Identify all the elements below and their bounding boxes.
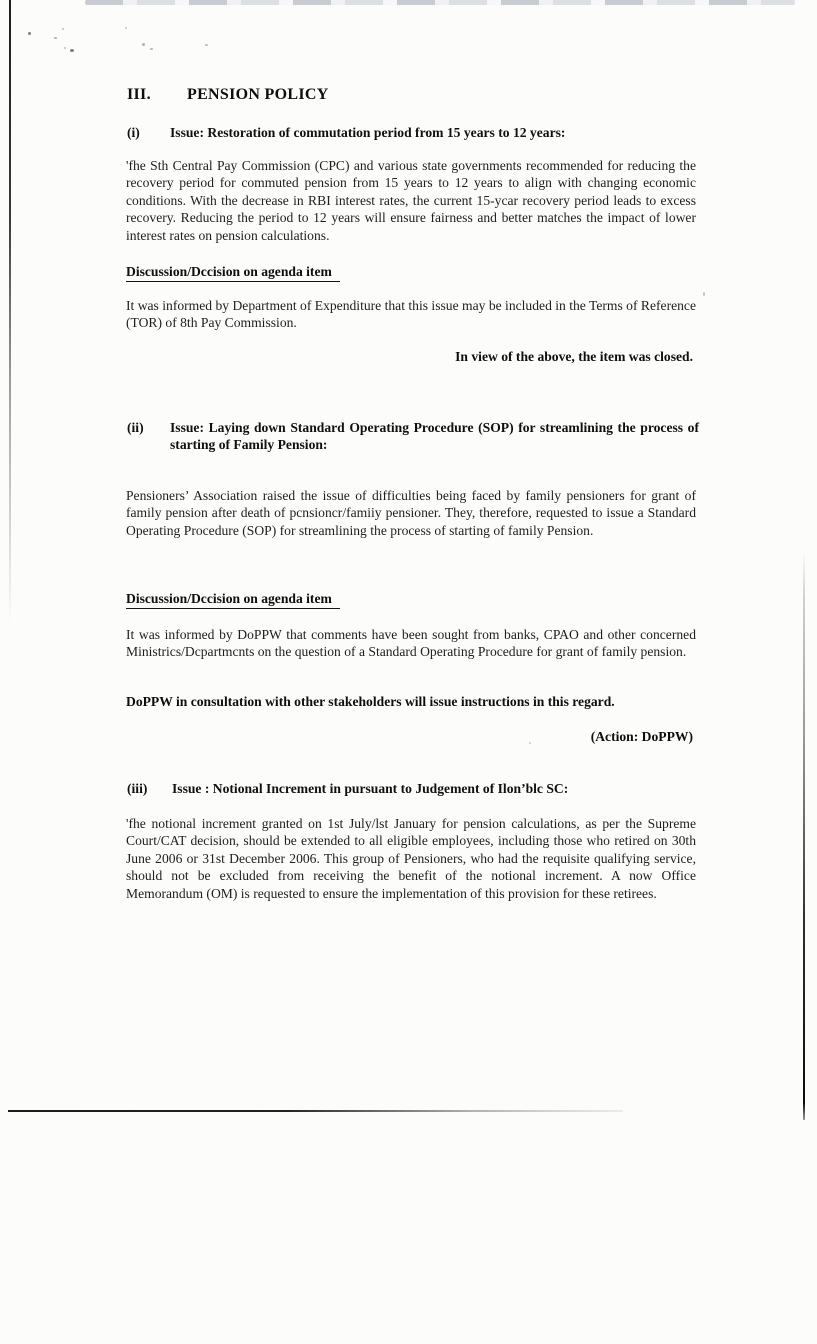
scan-right-edge-line <box>803 552 805 1120</box>
scan-bottom-rule <box>8 1110 623 1112</box>
item-ii-discussion-body: It was informed by DoPPW that comments have been sought from banks, CPAO and other concerned Ministrics/Dcpartmcnts on the question of a Standard Operating Procedure for grant of family pension. <box>126 627 696 660</box>
item-ii-body: Pensioners’ Association raised the issue of difficulties being faced by family pensioners for grant of family pension after death of pcnsioncr/famiiy pensioner. They, therefore, requested to issue a Standard Operating Procedure (SOP) for streamlining the process of starting of family Pension. <box>126 488 696 538</box>
section-number: III. <box>127 86 151 103</box>
scan-speck <box>54 37 57 39</box>
item-iii-number: (iii) <box>127 781 148 796</box>
item-iii-heading <box>127 780 699 797</box>
item-i-discussion-heading <box>126 264 340 282</box>
item-ii-discussion-heading-text: Discussion/Dccision on agenda item <box>126 591 340 609</box>
scan-speck <box>64 47 66 49</box>
scan-speck <box>125 27 127 29</box>
page-title: PENSION POLICY <box>187 86 329 103</box>
scan-speck <box>150 48 153 50</box>
scan-speck <box>70 49 74 52</box>
item-i-heading-text: Issue: Restoration of commutation period from 15 years to 12 years: <box>170 125 566 140</box>
scan-speck <box>28 32 31 35</box>
item-iii-heading-text: Issue : Notional Increment in pursuant to Judgement of Ilon’blc SC: <box>172 781 569 796</box>
scan-speck <box>205 44 208 46</box>
scan-left-edge-line <box>9 0 11 625</box>
item-ii-heading <box>127 419 699 453</box>
item-ii-decision-line: DoPPW in consultation with other stakeholders will issue instructions in this regard. <box>126 694 615 709</box>
item-ii-action-line: (Action: DoPPW) <box>590 729 693 744</box>
item-ii-discussion-heading <box>126 591 340 609</box>
scan-speck <box>142 43 145 46</box>
scan-speck <box>703 292 705 296</box>
section-title-row <box>127 86 707 104</box>
item-iii-body: 'fhe notional increment granted on 1st July/lst January for pension calculations, as per the Supreme Court/CAT decision, should be extended to all eligible employees, including those who retired on 30th June 2006 or 31st December 2006. This group of Pensioners, who had the requisite qualifying service, should not be excluded from receiving the benefit of the notional increment. A now Office Memorandum (OM) is requested to ensure the implementation of this provision for these retirees. <box>126 816 696 901</box>
scan-speck <box>62 28 64 30</box>
item-i-number: (i) <box>127 125 140 140</box>
item-ii-number: (ii) <box>127 420 144 435</box>
item-i-body: 'fhe Sth Central Pay Commission (CPC) and various state governments recommended for reducing the recovery period for commuted pension from 15 years to 12 years to align with changing economic conditions. With the decrease in RBI interest rates, the current 15-ycar recovery period leads to excess recovery. Reducing the period to 12 years will ensure fairness and better matches the impact of lower interest rates on pension calculations. <box>126 158 696 243</box>
item-i-closing-line: In view of the above, the item was closed. <box>455 349 693 364</box>
item-i-heading <box>127 124 699 141</box>
item-ii-heading-text: Issue: Laying down Standard Operating Procedure (SOP) for streamlining the process of starting of Family Pension: <box>170 420 699 452</box>
scan-top-smudge <box>85 0 795 5</box>
item-i-discussion-heading-text: Discussion/Dccision on agenda item <box>126 264 340 282</box>
item-i-discussion-body: It was informed by Department of Expenditure that this issue may be included in the Terms of Reference (TOR) of 8th Pay Commission. <box>126 298 696 331</box>
